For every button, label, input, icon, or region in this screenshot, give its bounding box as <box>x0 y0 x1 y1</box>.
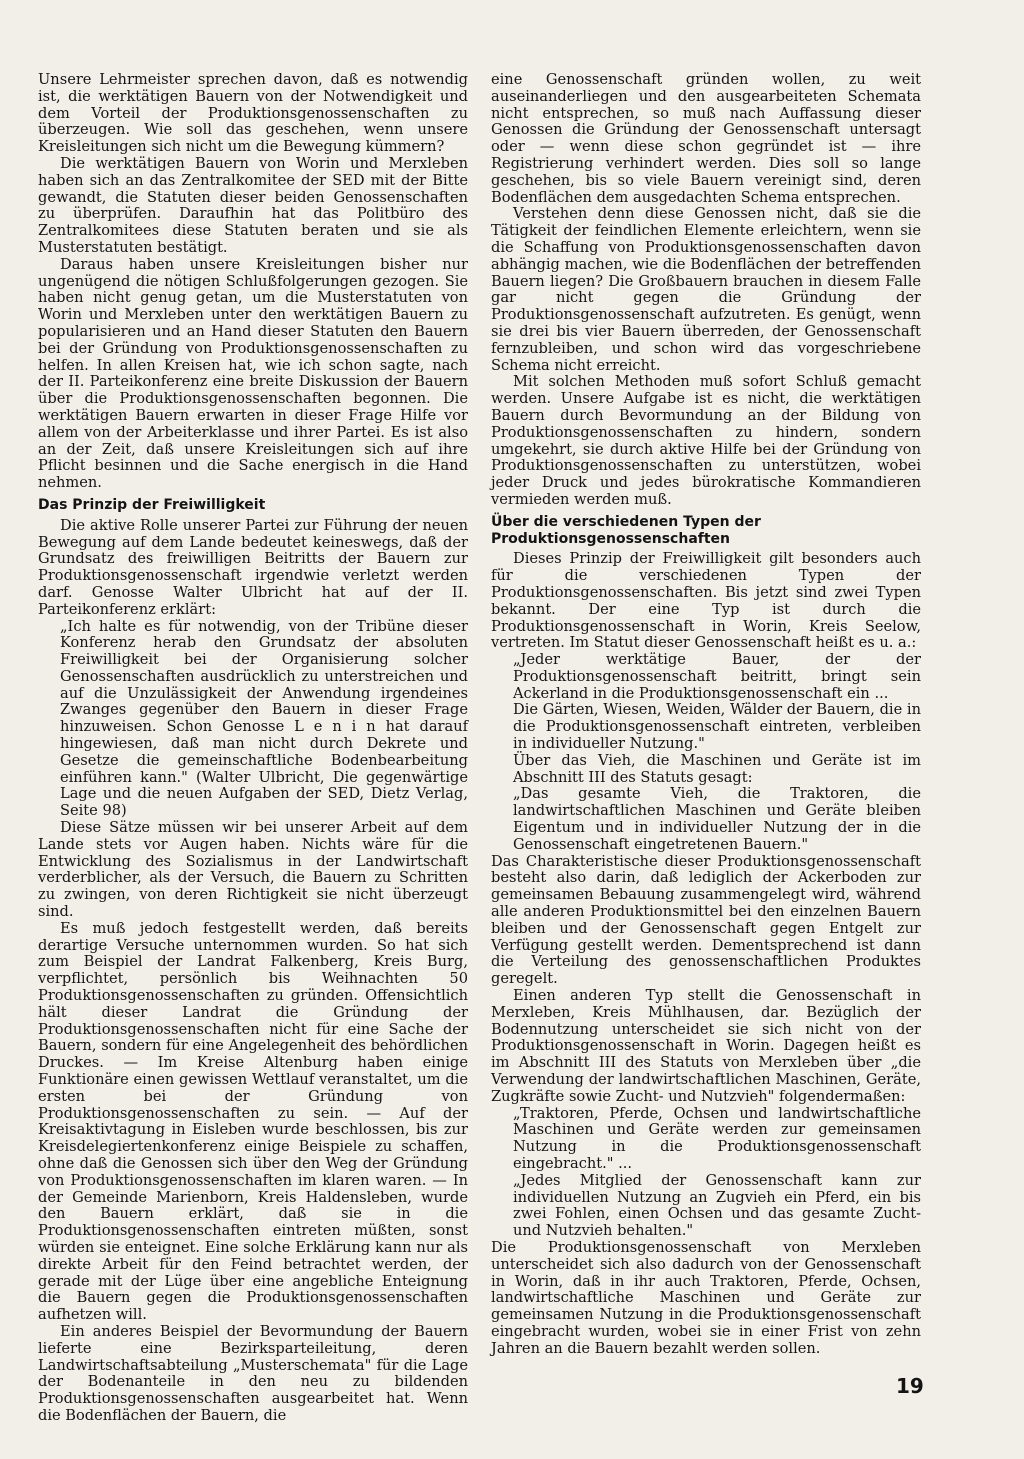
paragraph: Dieses Prinzip der Freiwilligkeit gilt besonders auch für die verschiedenen Typen der Produktionsgenossenschaften. Bis jetzt sind zwei Typen bekannt. Der eine Typ ist durch die Produktionsgenossenschaft in Worin, Kreis Seelow, vertreten. Im Statut dieser Genossenschaft heißt es u. a.: <box>491 550 921 652</box>
paragraph: Die aktive Rolle unserer Partei zur Führung der neuen Bewegung auf dem Lande bedeutet keineswegs, daß der Grundsatz des freiwilligen Beitritts der Bauern zur Produktionsgenossenschaft irgendwie verletzt werden darf. Genosse Walter Ulbricht hat auf der II. Parteikonferenz erklärt: <box>38 516 468 618</box>
page-number: 19 <box>896 1374 924 1398</box>
quotation: „Das gesamte Vieh, die Traktoren, die landwirtschaftlichen Maschinen und Geräte bleiben Eigentum und in individueller Nutzung der in die Genossenschaft eingetretenen Bauern." <box>513 785 921 853</box>
quotation: „Jeder werktätige Bauer, der der Produktionsgenossenschaft beitritt, bringt sein Ackerland in die Produktionsgenossenschaft ein ... <box>513 651 921 702</box>
paragraph: Einen anderen Typ stellt die Genossenschaft in Merxleben, Kreis Mühlhausen, dar. Bezüglich der Bodennutzung unterscheidet sie sich nicht von der Produktionsgenossenschaft in Worin. Dagegen heißt es im Abschnitt III des Statuts von Merxleben über „die Verwendung der landwirtschaftlichen Maschinen, Geräte, Zugkräfte sowie Zucht- und Nutzvieh" folgendermaßen: <box>491 987 921 1105</box>
paragraph: Mit solchen Methoden muß sofort Schluß gemacht werden. Unsere Aufgabe ist es nicht, die werktätigen Bauern durch Bevormundung an der Bildung von Produktionsgenossenschaften zu hindern, sondern umgekehrt, sie durch aktive Hilfe bei der Gründung von Produktionsgenossenschaften zu unterstützen, wobei jeder Druck und jedes bürokratische Kommandieren vermieden werden muß. <box>491 373 921 508</box>
quotation: „Ich halte es für notwendig, von der Tribüne dieser Konferenz herab den Grundsatz der absoluten Freiwilligkeit bei der Organisierung solcher Genossenschaften ausdrücklich zu unterstreichen und auf die Unzulässigkeit der Anwendung irgendeines Zwanges gegenüber den Bauern in dieser Frage hinzuweisen. Schon Genosse L e n i n hat darauf hingewiesen, daß man nicht durch Dekrete und Gesetze die gemeinschaftliche Bodenbearbeitung einführen kann." (Walter Ulbricht, Die gegenwärtige Lage und die neuen Aufgaben der SED, Dietz Verlag, Seite 98) <box>60 617 468 820</box>
paragraph: eine Genossenschaft gründen wollen, zu weit auseinanderliegen und den ausgearbeiteten Schemata nicht entsprechen, so muß nach Auffassung dieser Genossen die Gründung der Genossenschaft untersagt oder — wenn diese schon gegründet ist — ihre Registrierung verhindert werden. Dies soll so lange geschehen, bis so viele Bauern vereinigt sind, deren Bodenflächen dem ausgedachten Schema entsprechen. <box>491 71 921 206</box>
paragraph: Die werktätigen Bauern von Worin und Merxleben haben sich an das Zentralkomitee der SED mit der Bitte gewandt, die Statuten dieser beiden Genossenschaften zu überprüfen. Daraufhin hat das Politbüro des Zentralkomitees diese Statuten beraten und sie als Musterstatuten bestätigt. <box>38 154 468 256</box>
paragraph: Es muß jedoch festgestellt werden, daß bereits derartige Versuche unternommen wurden. So hat sich zum Beispiel der Landrat Falkenberg, Kreis Burg, verpflichtet, persönlich bis Weihnachten 50 Produktionsgenossenschaften zu gründen. Offensichtlich hält dieser Landrat die Gründung der Produktionsgenossenschaften nicht für eine Sache der Bauern, sondern für eine Angelegenheit des behördlichen Druckes. — Im Kreise Altenburg haben einige Funktionäre einen gewissen Wettlauf veranstaltet, um die ersten bei der Gründung von Produktionsgenossenschaften zu sein. — Auf der Kreisaktivtagung in Eisleben wurde beschlossen, bis zur Kreisdelegiertenkonferenz einige Beispiele zu schaffen, ohne daß die Genossen sich über den Weg der Gründung von Produktionsgenossenschaften im klaren waren. — In der Gemeinde Marienborn, Kreis Haldensleben, wurde den Bauern erklärt, daß sie in die Produktionsgenossenschaften eintreten müßten, sonst würden sie enteignet. Eine solche Erklärung kann nur als direkte Arbeit für den Feind betrachtet werden, der gerade mit der Lüge über eine angebliche Enteignung die Bauern gegen die Produktionsgenossenschaften aufhetzen will. <box>38 919 468 1324</box>
paragraph: Daraus haben unsere Kreisleitungen bisher nur ungenügend die nötigen Schlußfolgerungen gezogen. Sie haben nicht genug getan, um die Musterstatuten von Worin und Merxleben unter den werktätigen Bauern zu popularisieren und an Hand dieser Statuten den Bauern bei der Gründung von Produktionsgenossenschaften zu helfen. In allen Kreisen hat, wie ich schon sagte, nach der II. Parteikonferenz eine breite Diskussion der Bauern über die Produktionsgenossenschaften begonnen. Die werktätigen Bauern erwarten in dieser Frage Hilfe vor allem von der Arbeiterklasse und ihrer Partei. Es ist also an der Zeit, daß unsere Kreisleitungen sich auf ihre Pflicht besinnen und die Sache energisch in die Hand nehmen. <box>38 255 468 492</box>
left-column <box>38 72 468 1425</box>
paragraph: Verstehen denn diese Genossen nicht, daß sie die Tätigkeit der feindlichen Elemente erleichtern, wenn sie die Schaffung von Produktionsgenossenschaften davon abhängig machen, wie die Bodenflächen der betreffenden Bauern liegen? Die Großbauern brauchen in diesem Falle gar nicht gegen die Gründung der Produktionsgenossenschaft aufzutreten. Es genügt, wenn sie drei bis vier Bauern überreden, der Genossenschaft fernzubleiben, und schon wird das vorgeschriebene Schema nicht erreicht. <box>491 205 921 374</box>
paragraph: Ein anderes Beispiel der Bevormundung der Bauern lieferte eine Bezirksparteileitung, deren Landwirtschaftsabteilung „Musterschemata" für die Lage der Bodenanteile in den neu zu bildenden Produktionsgenossenschaften ausgearbeitet hat. Wenn die Bodenflächen der Bauern, die <box>38 1322 468 1424</box>
quotation: „Traktoren, Pferde, Ochsen und landwirtschaftliche Maschinen und Geräte werden zur gemeinsamen Nutzung in die Produktionsgenossenschaft eingebracht." ... <box>513 1104 921 1172</box>
paragraph: Die Produktionsgenossenschaft von Merxleben unterscheidet sich also dadurch von der Genossenschaft in Worin, daß in ihr auch Traktoren, Pferde, Ochsen, landwirtschaftliche Maschinen und Geräte zur gemeinsamen Nutzung in die Produktionsgenossenschaft eingebracht wurden, wobei sie in einer Frist von zehn Jahren an die Bauern bezahlt werden sollen. <box>491 1238 921 1357</box>
quotation: „Jedes Mitglied der Genossenschaft kann zur individuellen Nutzung an Zugvieh ein Pferd, ein bis zwei Fohlen, einen Ochsen und das gesamte Zucht- und Nutzvieh behalten." <box>513 1171 921 1240</box>
paragraph: Das Charakteristische dieser Produktionsgenossenschaft besteht also darin, daß lediglich der Ackerboden zur gemeinsamen Bebauung zusammengelegt wird, während alle anderen Produktionsmittel bei den einzelnen Bauern bleiben und der Genossenschaft gegen Entgelt zur Verfügung gestellt werden. Dementsprechend ist dann die Verteilung des genossenschaftlichen Produktes geregelt. <box>491 852 921 988</box>
paragraph: Unsere Lehrmeister sprechen davon, daß es notwendig ist, die werktätigen Bauern von der Notwendigkeit und dem Vorteil der Produktionsgenossenschaften zu überzeugen. Wie soll das geschehen, wenn unsere Kreisleitungen sich nicht um die Bewegung kümmern? <box>38 71 468 156</box>
section-heading: Das Prinzip der Freiwilligkeit <box>38 496 266 513</box>
right-column <box>491 72 921 1358</box>
quotation: Die Gärten, Wiesen, Weiden, Wälder der Bauern, die in die Produktionsgenossenschaft eintreten, verbleiben in individueller Nutzung." <box>513 701 921 753</box>
paragraph: Diese Sätze müssen wir bei unserer Arbeit auf dem Lande stets vor Augen haben. Nichts wäre für die Entwicklung des Sozialismus in der Landwirtschaft verderblicher, als der Versuch, die Bauern zu Schritten zu zwingen, von deren Richtigkeit sie nicht überzeugt sind. <box>38 819 468 921</box>
quotation-note: Über das Vieh, die Maschinen und Geräte ist im Abschnitt III des Statuts gesagt: <box>513 751 921 786</box>
section-heading: Über die verschiedenen Typen der Produktionsgenossenschaften <box>491 513 761 547</box>
